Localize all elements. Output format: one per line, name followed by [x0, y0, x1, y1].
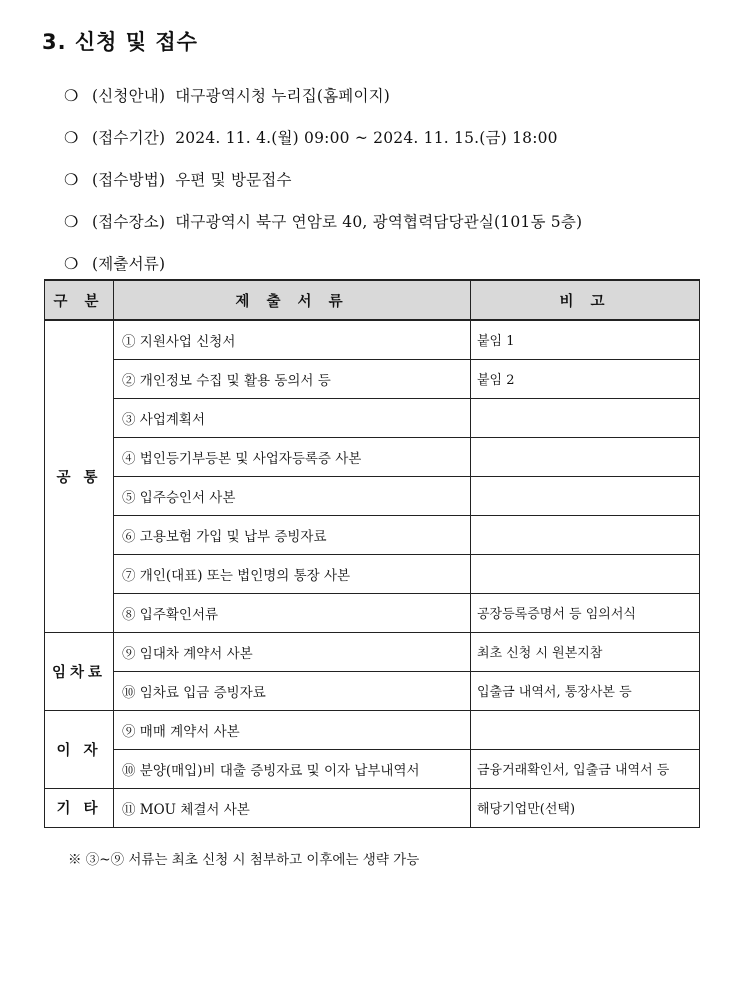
circle-bullet-icon: ❍ [64, 211, 79, 231]
document-cell: ⑩ 임차료 입금 증빙자료 [114, 671, 471, 710]
note-cell [471, 476, 700, 515]
table-row [45, 671, 700, 710]
table-row [45, 749, 700, 788]
note-cell [471, 515, 700, 554]
header-notes: 비 고 [471, 280, 700, 320]
document-cell: ⑧ 입주확인서류 [114, 593, 471, 632]
documents-table [44, 279, 700, 828]
table-row [45, 593, 700, 632]
circle-bullet-icon: ❍ [64, 85, 79, 105]
document-cell: ⑪ MOU 체결서 사본 [114, 788, 471, 827]
note-cell: 붙임 1 [471, 320, 700, 359]
category-common: 공 통 [45, 320, 114, 632]
circle-bullet-icon: ❍ [64, 127, 79, 147]
document-cell: ⑥ 고용보험 가입 및 납부 증빙자료 [114, 515, 471, 554]
category-rent: 임차료 [45, 632, 114, 710]
document-cell: ⑤ 입주승인서 사본 [114, 476, 471, 515]
table-row [45, 554, 700, 593]
table-row [45, 710, 700, 749]
bullet-text: 대구광역시청 누리집(홈페이지) [175, 87, 391, 105]
bullet-apply-place [64, 200, 704, 242]
category-other: 기 타 [45, 788, 114, 827]
bullet-text: 대구광역시 북구 연암로 40, 광역협력담당관실(101동 5층) [175, 213, 583, 231]
table-row [45, 359, 700, 398]
bullet-apply-method [64, 158, 704, 200]
header-documents: 제 출 서 류 [114, 280, 471, 320]
category-interest: 이 자 [45, 710, 114, 788]
note-cell: 최초 신청 시 원본지참 [471, 632, 700, 671]
note-cell: 금융거래확인서, 입출금 내역서 등 [471, 749, 700, 788]
table-row [45, 398, 700, 437]
note-cell: 입출금 내역서, 통장사본 등 [471, 671, 700, 710]
bullet-tag: (신청안내) [92, 87, 166, 105]
circle-bullet-icon: ❍ [64, 253, 79, 273]
bullet-tag: (제출서류) [92, 255, 166, 273]
table-row [45, 632, 700, 671]
bullet-tag: (접수방법) [92, 171, 166, 189]
note-cell [471, 437, 700, 476]
header-category: 구 분 [45, 280, 114, 320]
document-cell: ⑨ 임대차 계약서 사본 [114, 632, 471, 671]
document-cell: ⑩ 분양(매입)비 대출 증빙자료 및 이자 납부내역서 [114, 749, 471, 788]
bullet-tag: (접수기간) [92, 129, 166, 147]
note-cell [471, 554, 700, 593]
bullet-text: 2024. 11. 4.(월) 09:00 ~ 2024. 11. 15.(금) 18:00 [175, 129, 558, 147]
table-header-row [45, 280, 700, 320]
document-cell: ④ 법인등기부등본 및 사업자등록증 사본 [114, 437, 471, 476]
document-cell: ⑦ 개인(대표) 또는 법인명의 통장 사본 [114, 554, 471, 593]
table-row [45, 320, 700, 359]
note-cell: 공장등록증명서 등 임의서식 [471, 593, 700, 632]
note-cell [471, 710, 700, 749]
table-row [45, 515, 700, 554]
table-row [45, 788, 700, 827]
bullet-list [64, 74, 704, 284]
table-row [45, 476, 700, 515]
bullet-apply-period [64, 116, 704, 158]
footnote: ※ ③~⑨ 서류는 최초 신청 시 첨부하고 이후에는 생략 가능 [68, 852, 420, 868]
bullet-apply-guide [64, 74, 704, 116]
note-cell: 붙임 2 [471, 359, 700, 398]
section-title: 3. 신청 및 접수 [42, 30, 198, 54]
bullet-documents [64, 242, 704, 284]
note-cell: 해당기업만(선택) [471, 788, 700, 827]
note-cell [471, 398, 700, 437]
document-cell: ③ 사업계획서 [114, 398, 471, 437]
document-cell: ① 지원사업 신청서 [114, 320, 471, 359]
bullet-tag: (접수장소) [92, 213, 166, 231]
table-row [45, 437, 700, 476]
bullet-text: 우편 및 방문접수 [175, 171, 292, 189]
document-cell: ② 개인정보 수집 및 활용 동의서 등 [114, 359, 471, 398]
circle-bullet-icon: ❍ [64, 169, 79, 189]
document-cell: ⑨ 매매 계약서 사본 [114, 710, 471, 749]
